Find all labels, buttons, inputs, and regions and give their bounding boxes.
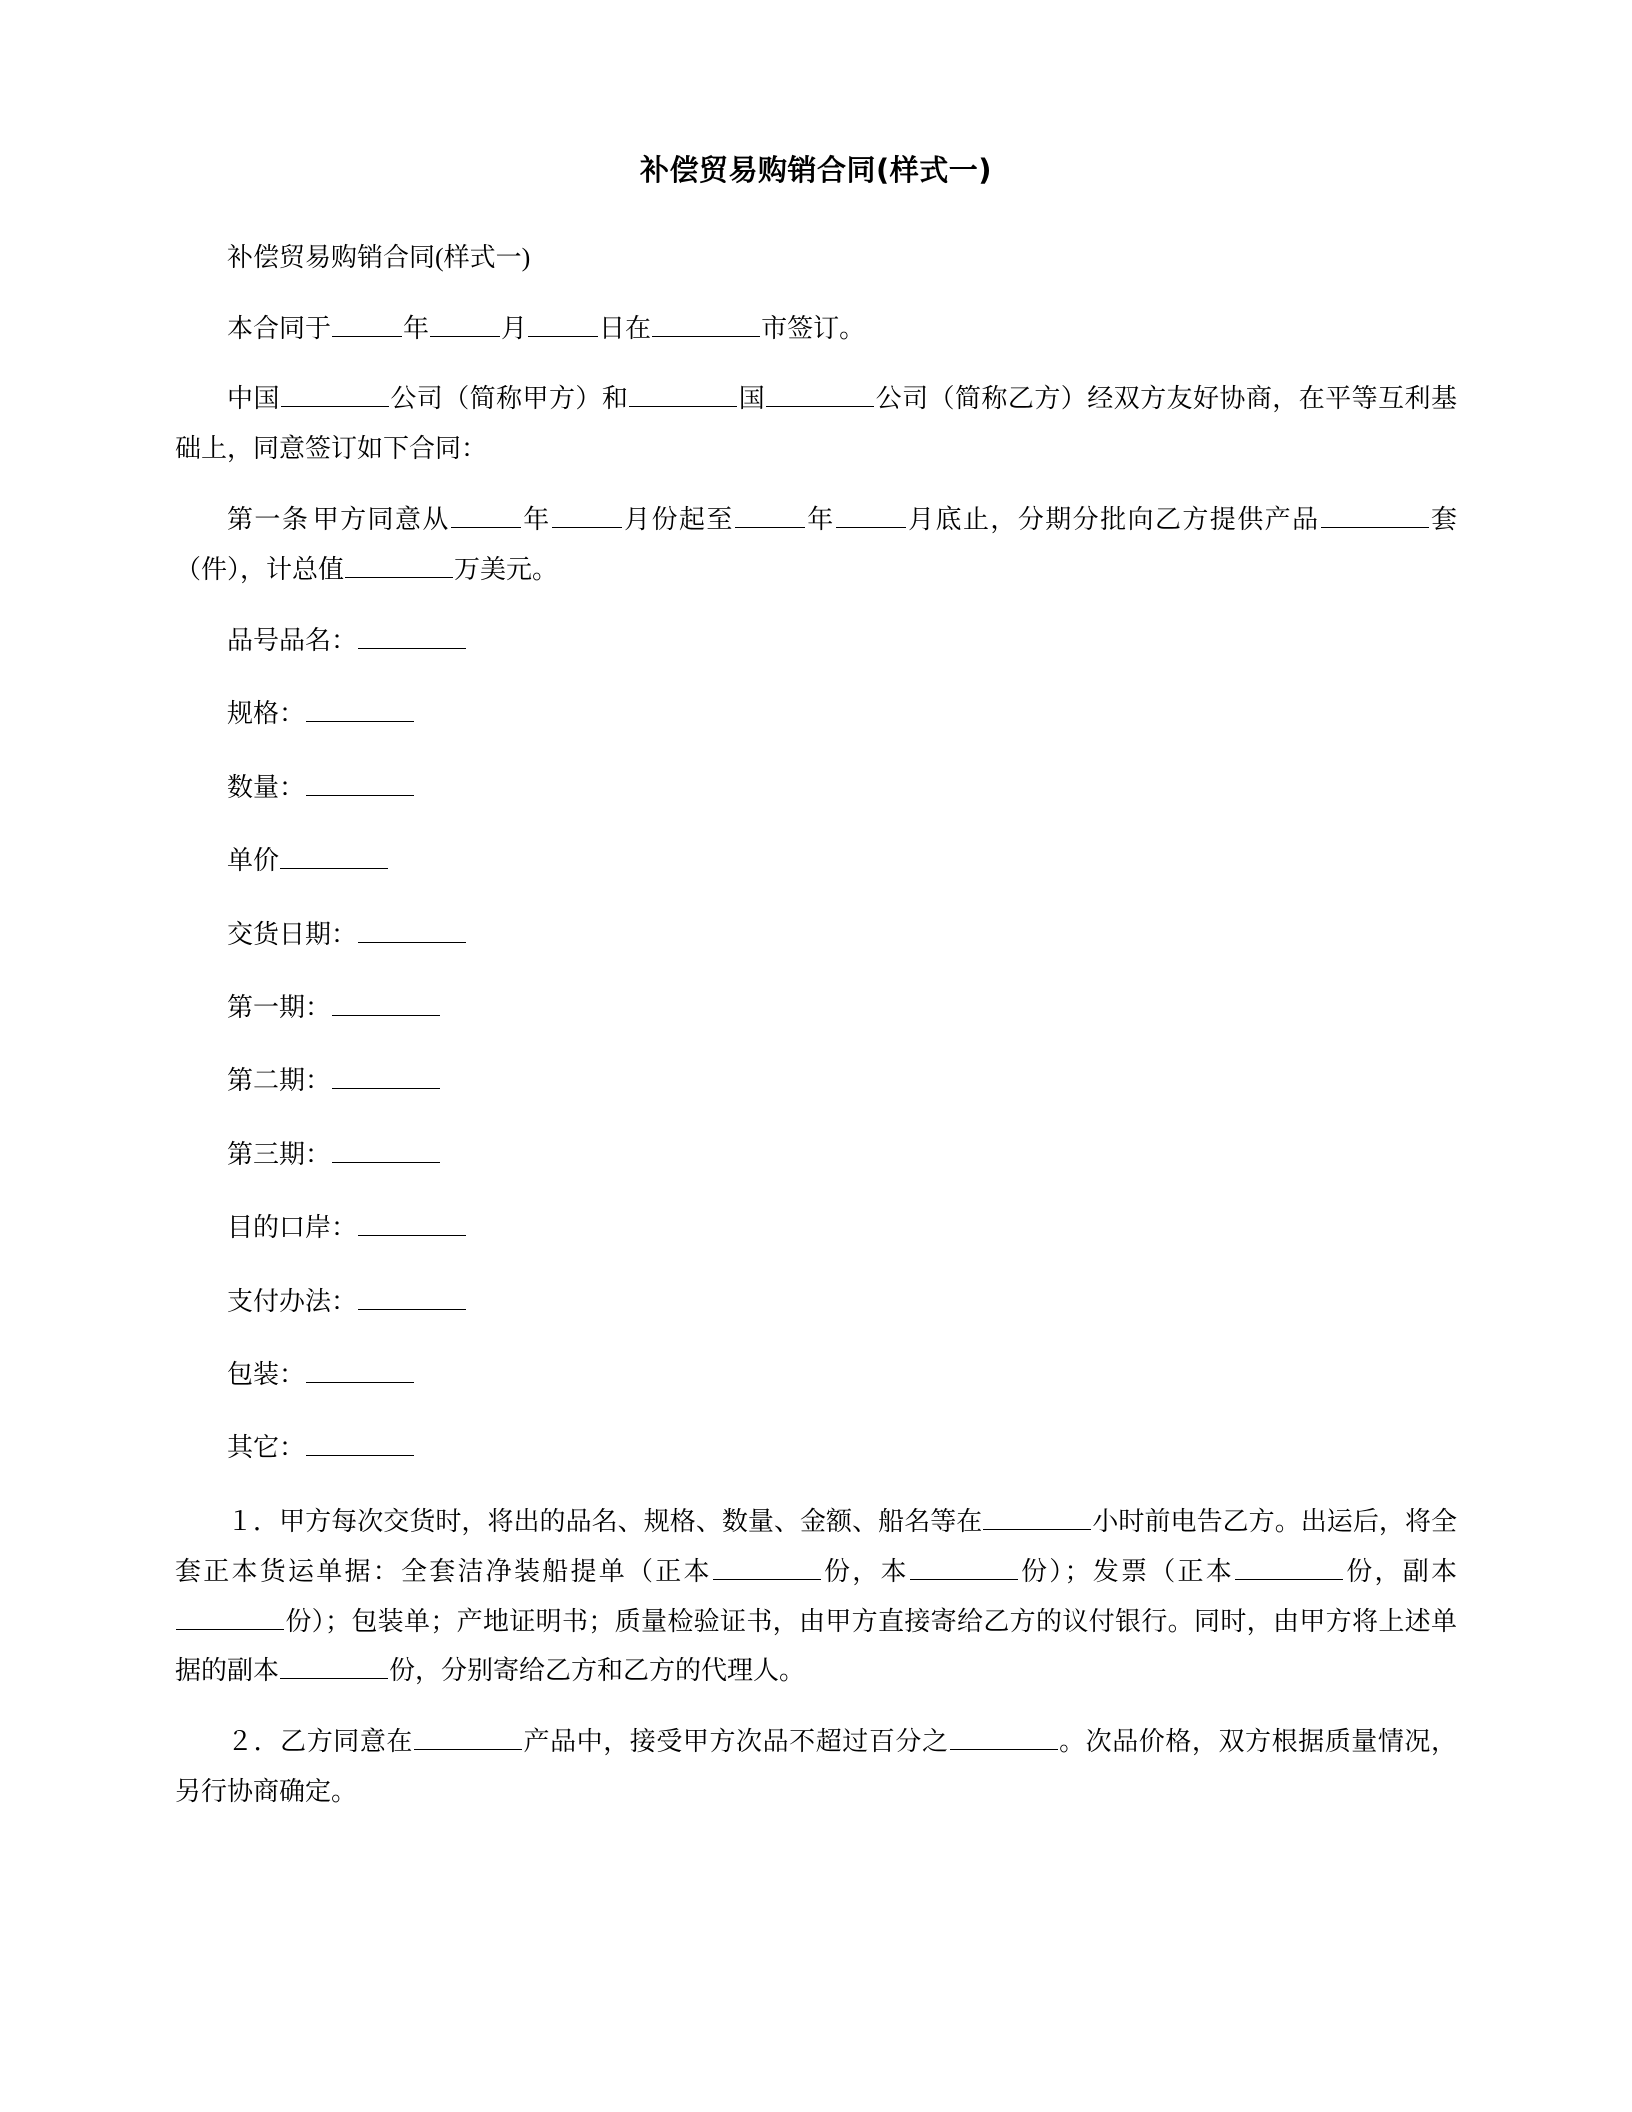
clause-2-product-blank[interactable] [414,1722,522,1750]
article-one-label: 第一条 [227,505,310,535]
signing-day-blank[interactable] [528,308,598,336]
clause-1-invoice-copy-blank[interactable] [176,1601,284,1629]
field-blank-phase-two[interactable] [332,1061,440,1089]
clause-2-text-3: 。次品价格，双方根据质量情况，另行协商确定。 [175,1727,1457,1807]
field-label-item-name: 品号品名： [227,626,358,656]
article-one-end-year-blank[interactable] [735,500,805,528]
article-one-end-month-blank[interactable] [836,500,906,528]
clause-1-text-3: 份，本 [821,1556,909,1586]
field-label-phase-two: 第二期： [227,1066,332,1096]
clause-1-text-5: 份，副本 [1343,1556,1457,1586]
field-blank-item-name[interactable] [358,621,466,649]
signing-text-3: 月 [501,313,528,343]
clause-1-bl-original-blank[interactable] [713,1551,821,1579]
signing-city-blank[interactable] [652,308,760,336]
article-one-quantity-blank[interactable] [1321,500,1429,528]
article-one-text-6: 月底止，分期分批向乙方提供产品 [906,505,1320,535]
signing-text-1: 本合同于 [227,313,332,343]
article-one-paragraph [175,495,1457,595]
clause-1-invoice-original-blank[interactable] [1235,1551,1343,1579]
clause-1-text-6: 份）；包装单；产地证明书；质量检验证书，由甲方直接寄给乙方的议付银行。同时，由甲方将上述单据的副本 [175,1606,1457,1686]
signing-text-5: 市签订。 [761,313,866,343]
article-one-text-5: 年 [805,505,835,535]
field-label-destination-port: 目的口岸： [227,1213,358,1243]
field-row-phase-one [175,983,1457,1032]
field-label-delivery-date: 交货日期： [227,919,358,949]
clause-1-paragraph [175,1497,1457,1697]
article-one-text-3: 年 [521,505,551,535]
field-row-packaging [175,1350,1457,1399]
clause-1-text-2: 小时前电告乙方。出运后，将全套正本货运单据：全套洁净装船提单（正本 [175,1506,1457,1586]
parties-text-1: 中国 [227,384,280,414]
party-b-company-blank[interactable] [766,379,874,407]
clause-2-paragraph [175,1717,1457,1817]
party-a-company-blank[interactable] [281,379,389,407]
field-blank-packaging[interactable] [306,1355,414,1383]
field-row-payment-method [175,1277,1457,1326]
field-blank-unit-price[interactable] [280,841,388,869]
parties-text-3: 国 [738,384,766,414]
field-label-quantity: 数量： [227,772,306,802]
field-blank-payment-method[interactable] [358,1281,466,1309]
clause-2-percent-blank[interactable] [950,1722,1058,1750]
field-row-unit-price [175,836,1457,885]
clause-2-text-1: ２．乙方同意在 [227,1727,413,1757]
document-heading-repeat [175,233,1457,283]
field-blank-destination-port[interactable] [358,1208,466,1236]
clause-1-text-7: 份，分别寄给乙方和乙方的代理人。 [389,1656,806,1686]
clause-1-text-4: 份）；发票（正本 [1018,1556,1234,1586]
field-label-other: 其它： [227,1433,306,1463]
field-label-packaging: 包装： [227,1359,306,1389]
field-blank-spec[interactable] [306,694,414,722]
signing-text-2: 年 [403,313,430,343]
signing-year-blank[interactable] [332,308,402,336]
field-label-payment-method: 支付办法： [227,1286,358,1316]
field-row-phase-three [175,1130,1457,1179]
field-label-phase-one: 第一期： [227,992,332,1022]
field-row-item-name [175,616,1457,665]
parties-text-4: 公司（简称乙方）经双方友好协商，在平等互利基础上，同意签订如下合同： [175,384,1457,464]
signing-text-4: 日在 [599,313,652,343]
field-row-quantity [175,763,1457,812]
article-one-start-year-blank[interactable] [451,500,521,528]
field-row-spec [175,689,1457,738]
field-label-spec: 规格： [227,699,306,729]
article-one-text-8: 万美元。 [454,555,559,585]
party-b-country-blank[interactable] [629,379,737,407]
article-one-text-4: 月份起至 [622,505,734,535]
field-blank-quantity[interactable] [306,768,414,796]
clause-1-duplicate-count-blank[interactable] [280,1651,388,1679]
signing-month-blank[interactable] [430,308,500,336]
field-blank-delivery-date[interactable] [358,914,466,942]
article-one-text-2: 甲方同意从 [311,505,450,535]
page-title: 补偿贸易购销合同(样式一) [639,153,992,187]
article-one-start-month-blank[interactable] [552,500,622,528]
parties-text-2: 公司（简称甲方）和 [389,384,629,414]
field-row-other [175,1423,1457,1472]
field-label-unit-price: 单价 [227,846,280,876]
clause-1-hours-blank[interactable] [983,1501,1091,1529]
clause-2-text-2: 产品中，接受甲方次品不超过百分之 [522,1727,949,1757]
article-one-total-value-blank[interactable] [345,550,453,578]
clause-1-text-1: １．甲方每次交货时，将出的品名、规格、数量、金额、船名等在 [227,1506,983,1536]
field-row-delivery-date [175,910,1457,959]
clause-1-bl-copy-blank[interactable] [910,1551,1018,1579]
article-one-text-7: 套（件），计总值 [175,505,1457,585]
field-label-phase-three: 第三期： [227,1139,332,1169]
field-blank-other[interactable] [306,1428,414,1456]
field-row-phase-two [175,1056,1457,1105]
parties-paragraph [175,374,1457,474]
field-blank-phase-one[interactable] [332,988,440,1016]
field-row-destination-port [175,1203,1457,1252]
signing-paragraph [175,304,1457,354]
field-blank-phase-three[interactable] [332,1134,440,1162]
heading-repeat-text: 补偿贸易购销合同(样式一) [227,242,531,272]
